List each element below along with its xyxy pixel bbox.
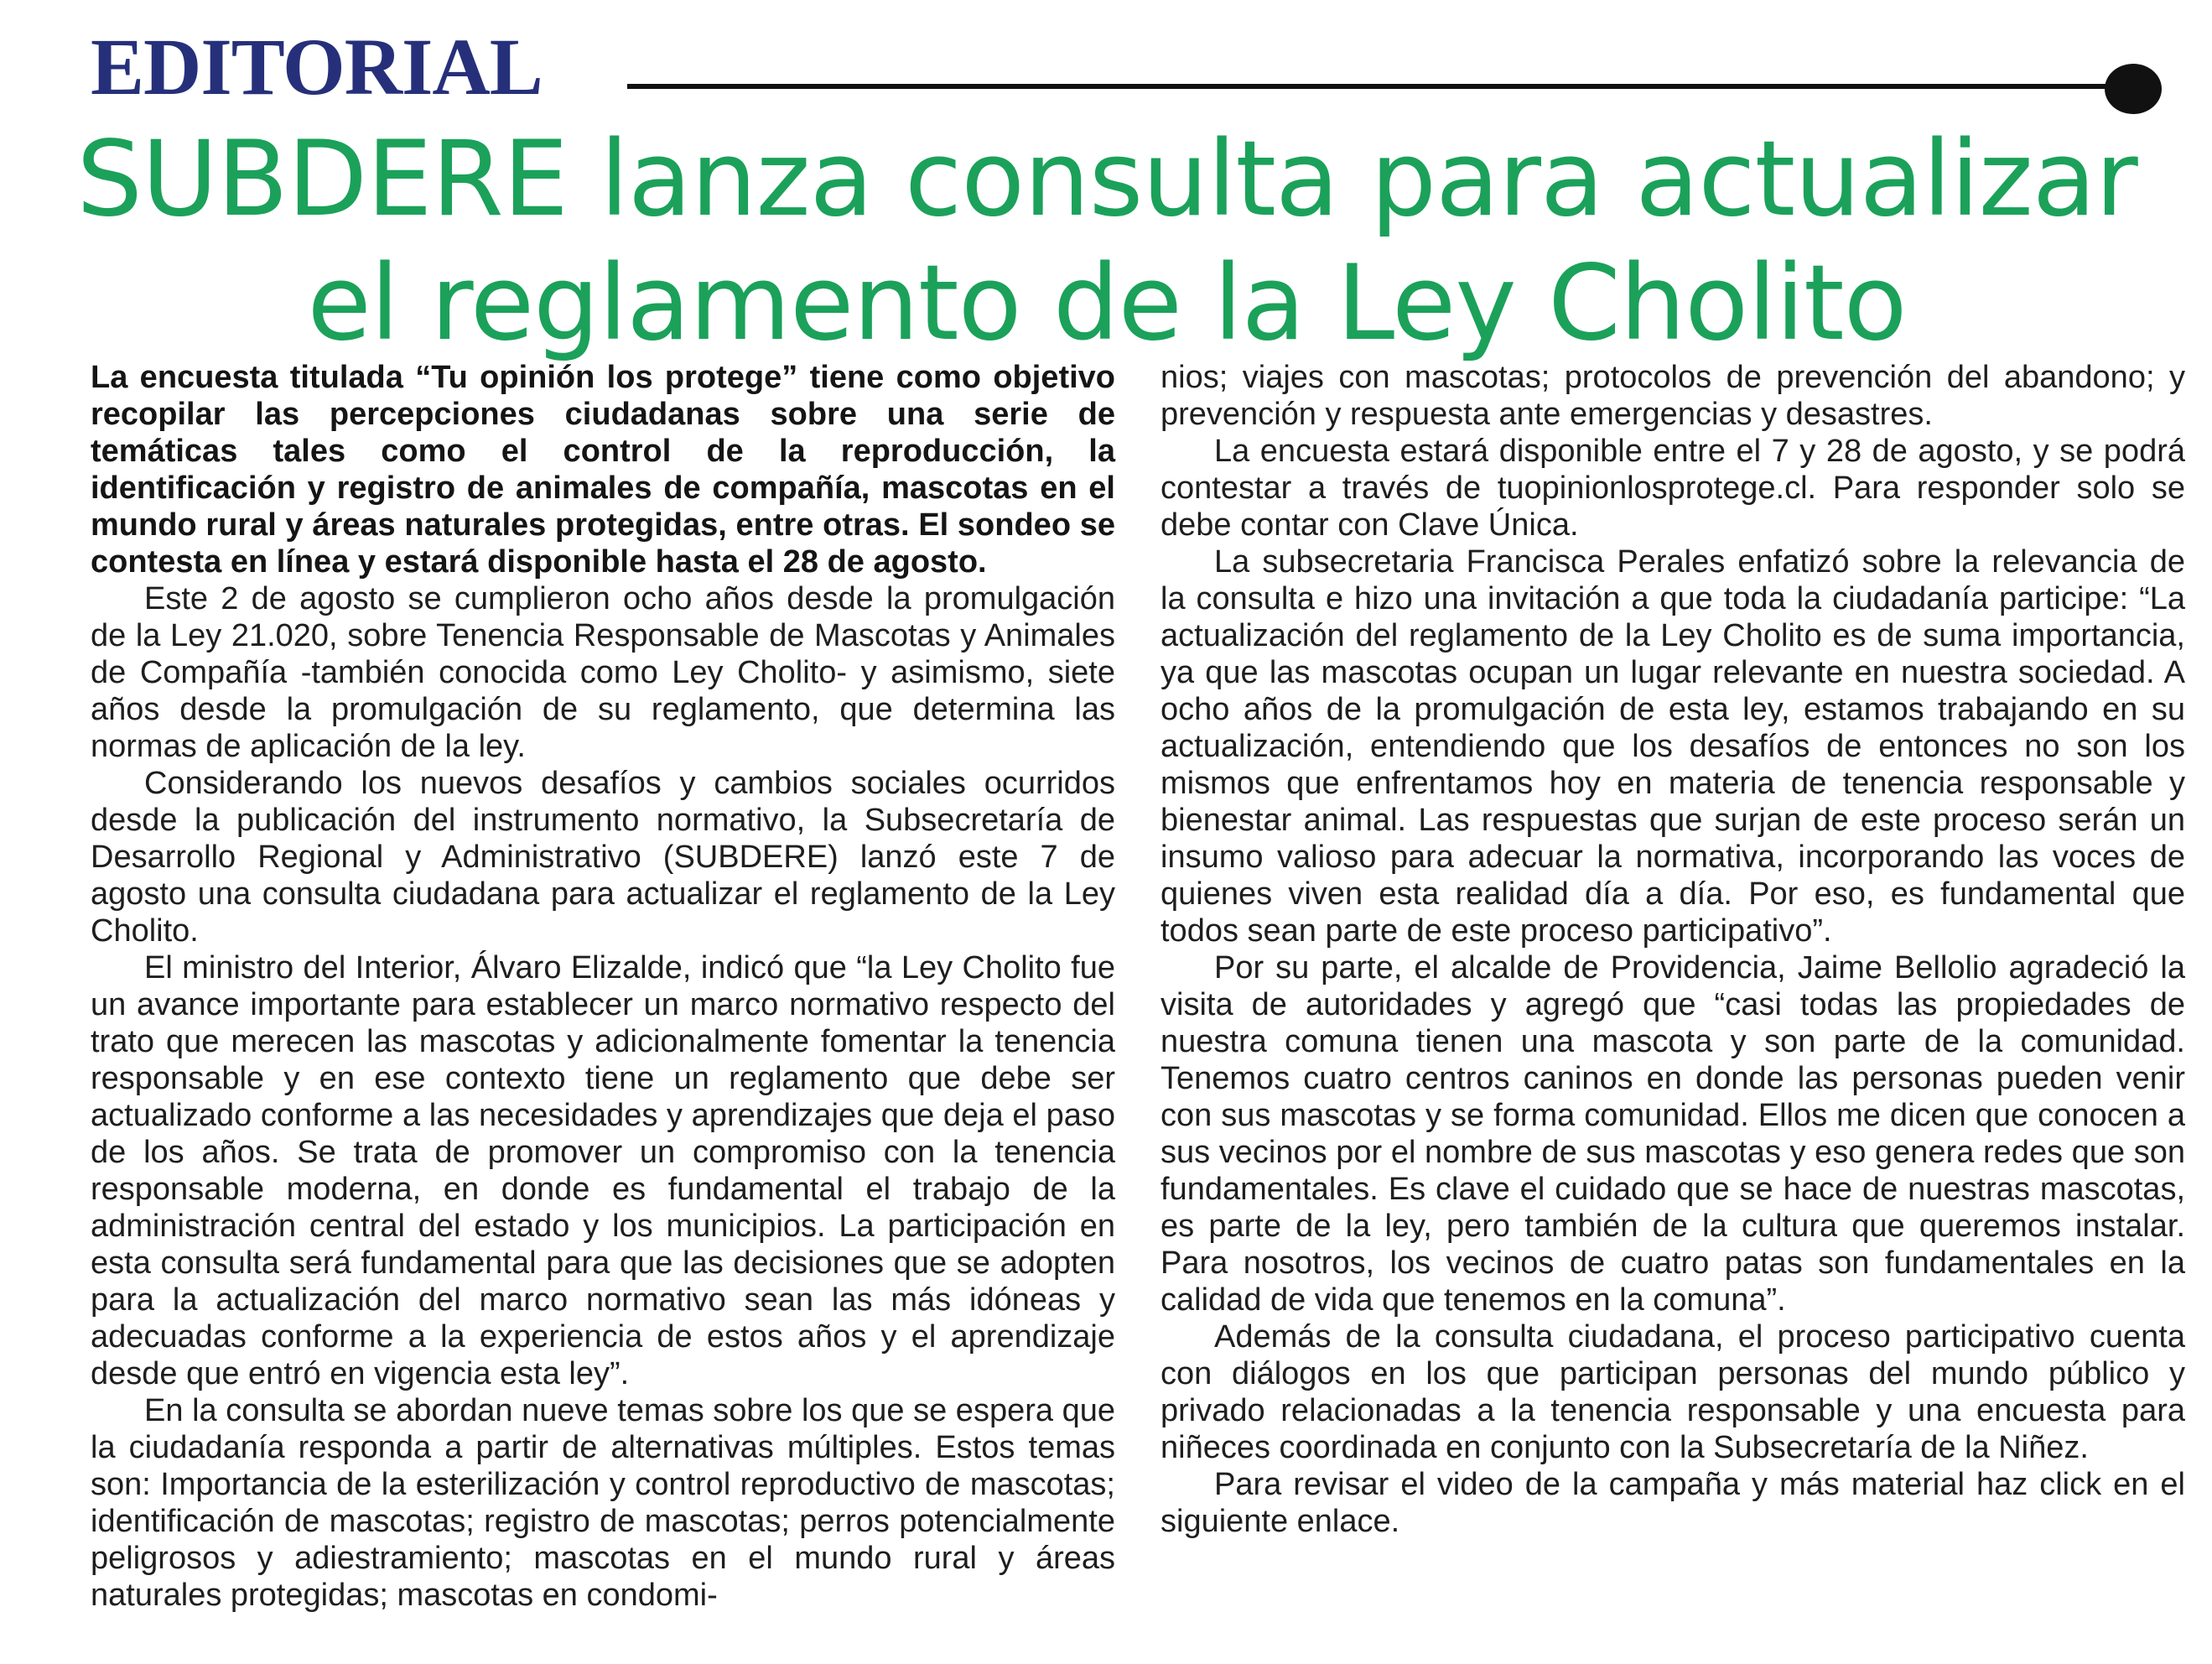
body-paragraph-continued: nios; viajes con mascotas; protocolos de prevención del abandono; y prevención y respuesta ante emergencias y desastres. — [1161, 360, 2185, 432]
body-paragraph: Considerando los nuevos desafíos y cambios sociales ocurridos desde la publicación del instrumento normativo, la Subsecretaría de Desarrollo Regional y Administrativo (SUBDERE) lanzó este 7 de agosto una consulta ciudadana para actualizar el reglamento de la Ley Cholito. — [91, 766, 1115, 949]
article-column-right — [1161, 359, 2185, 1540]
body-paragraph: Este 2 de agosto se cumplieron ocho años desde la promulgación de la Ley 21.020, sobre Tenencia Responsable de Mascotas y Animales de Compañía -también conocida como Ley Cholito- y asimismo, siete años desde la promulgación de su reglamento, que determina las normas de aplicación de la ley. — [91, 581, 1115, 764]
section-header — [91, 22, 2162, 112]
header-rule — [627, 84, 2121, 89]
body-paragraph: La encuesta estará disponible entre el 7 y 28 de agosto, y se podrá contestar a través de tuopinionlosprotege.cl. Para responder solo se debe contar con Clave Única. — [1161, 434, 2185, 543]
body-paragraph: Para revisar el video de la campaña y más material haz click en el siguiente enlace. — [1161, 1467, 2185, 1539]
lead-paragraph: La encuesta titulada “Tu opinión los protege” tiene como objetivo recopilar las percepciones ciudadanas sobre una serie de temáticas tales como el control de la reproducción, la identificación y registro de animales de compañía, mascotas en el mundo rural y áreas naturales protegidas, entre otras. El sondeo se contesta en línea y estará disponible hasta el 28 de agosto. — [91, 360, 1115, 580]
body-paragraph: La subsecretaria Francisca Perales enfatizó sobre la relevancia de la consulta e hizo una invitación a que toda la ciudadanía participe: “La actualización del reglamento de la Ley Cholito es de suma importancia, ya que las mascotas ocupan un lugar relevante en nuestra sociedad. A ocho años de la promulgación de esta ley, estamos trabajando en su actualización, entendiendo que los desafíos de entonces no son los mismos que enfrentamos hoy en materia de tenencia responsable y bienestar animal. Las respuestas que surjan de este proceso serán un insumo valioso para adecuar la normativa, incorporando las voces de quienes viven esta realidad día a día. Por eso, es fundamental que todos sean parte de este proceso participativo”. — [1161, 544, 2185, 949]
header-bullet-dot — [2105, 64, 2162, 114]
section-label: EDITORIAL — [91, 22, 543, 112]
body-paragraph: El ministro del Interior, Álvaro Elizalde, indicó que “la Ley Cholito fue un avance importante para establecer un marco normativo respecto del trato que merecen las mascotas y adicionalmente fomentar la tenencia responsable y en ese contexto tiene un reglamento que debe ser actualizado conforme a las necesidades y aprendizajes que deja el paso de los años. Se trata de promover un compromiso con la tenencia responsable moderna, en donde es fundamental el trabajo de la administración central del estado y los municipios. La participación en esta consulta será fundamental para que las decisiones que se adopten para la actualización del marco normativo sean las más idóneas y adecuadas conforme a la experiencia de estos años y el aprendizaje desde que entró en vigencia esta ley”. — [91, 950, 1115, 1391]
article-column-left — [91, 359, 1115, 1614]
body-paragraph: En la consulta se abordan nueve temas sobre los que se espera que la ciudadanía responda a partir de alternativas múltiples. Estos temas son: Importancia de la esterilización y control reproductivo de mascotas; identificación de mascotas; registro de mascotas; perros potencialmente peligrosos y adiestramiento; mascotas en el mundo rural y áreas naturales protegidas; mascotas en condomi- — [91, 1393, 1115, 1613]
article-headline: SUBDERE lanza consulta para actualizar el reglamento de la Ley Cholito — [76, 119, 2137, 364]
body-paragraph: Además de la consulta ciudadana, el proceso participativo cuenta con diálogos en los que participan personas del mundo público y privado relacionadas a la tenencia responsable y una encuesta para niñeces coordinada en conjunto con la Subsecretaría de la Niñez. — [1161, 1319, 2185, 1465]
body-paragraph: Por su parte, el alcalde de Providencia, Jaime Bellolio agradeció la visita de autoridades y agregó que “casi todas las propiedades de nuestra comuna tienen una mascota y son parte de la comunidad. Tenemos cuatro centros caninos en donde las personas pueden venir con sus mascotas y se forma comunidad. Ellos me dicen que conocen a sus vecinos por el nombre de sus mascotas y eso genera redes que son fundamentales. Es clave el cuidado que se hace de nuestras mascotas, es parte de la ley, pero también de la cultura que queremos instalar. Para nosotros, los vecinos de cuatro patas son fundamentales en la calidad de vida que tenemos en la comuna”. — [1161, 950, 2185, 1318]
